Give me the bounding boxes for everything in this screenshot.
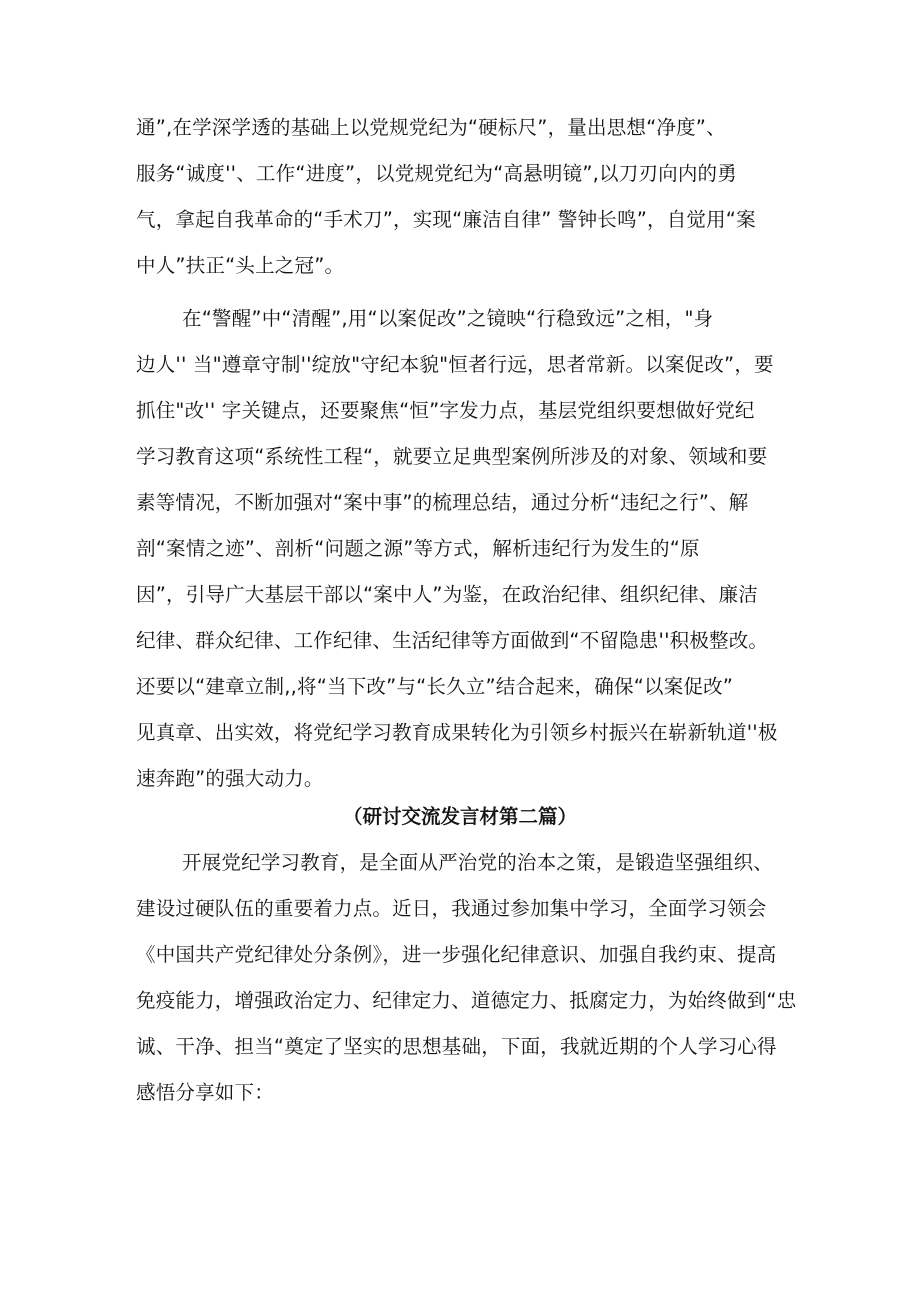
paragraph-1: [136, 105, 796, 289]
text-line: 在“警醒”中“清醒”,用“以案促改”之镜映“行稳致远”之相，"身: [182, 307, 714, 330]
text-line: 学习教育这项“系统性工程“，就要立足典型案例所涉及的对象、领域和要: [136, 445, 768, 468]
text-line: 通”,在学深学透的基础上以党规党纪为“硬标尺”，量出思想“净度”、: [136, 116, 726, 139]
text-line: 因”，引导广大基层干部以“案中人”为鉴，在政治纪律、组织纪律、廉洁: [136, 583, 758, 606]
text-line: 见真章、出实效，将党纪学习教育成果转化为引领乡村振兴在崭新轨道''极: [136, 721, 778, 744]
text-line: 感悟分享如下：: [136, 1081, 274, 1104]
text-line: 建设过硬队伍的重要着力点。近日，我通过参加集中学习，全面学习领会: [136, 897, 767, 920]
text-line: 中人”扶正“头上之冠”。: [136, 254, 345, 277]
text-line: 边人'' 当"遵章守制''绽放"守纪本貌"恒者行远，思者常新。以案促改”，要: [136, 353, 774, 376]
text-line: 纪律、群众纪律、工作纪律、生活纪律等方面做到“不留隐患''积极整改。: [136, 629, 769, 652]
text-line: 还要以“建章立制,,将“当下改”与“长久立”结合起来，确保“以案促改”: [136, 675, 734, 698]
text-line: 剖“案情之迹”、剖析“问题之源”等方式，解析违纪行为发生的“原: [136, 537, 700, 560]
text-line: 素等情况，不断加强对“案中事”的梳理总结，通过分析“违纪之行”、解: [136, 491, 749, 514]
text-line: 诚、干净、担当“奠定了坚实的思想基础，下面，我就近期的个人学习心得: [136, 1035, 777, 1058]
text-line: 服务“诚度''、工作“进度”，以党规党纪为“高悬明镜”,以刀刃向内的勇: [136, 162, 737, 185]
paragraph-2: [136, 296, 796, 802]
text-line: 《中国共产党纪律处分条例》，进一步强化纪律意识、加强自我约束、提高: [136, 943, 777, 966]
text-line: 速奔跑”的强大动力。: [136, 767, 324, 790]
section-heading: （研讨交流发言材第二篇）: [342, 805, 577, 828]
text-line: 气，拿起自我革命的“手术刀”，实现“廉洁自律” 警钟长鸣”，自觉用“案: [136, 208, 756, 231]
text-line: 开展党纪学习教育，是全面从严治党的治本之策，是锻造坚强组织、: [182, 851, 774, 874]
text-line: 免疫能力，增强政治定力、纪律定力、道德定力、抵腐定力，为始终做到“忠: [136, 989, 797, 1012]
paragraph-3: [136, 840, 796, 1116]
text-line: 抓住"改'' 字关键点，还要聚焦“恒”字发力点，基层党组织要想做好党纪: [136, 399, 755, 422]
